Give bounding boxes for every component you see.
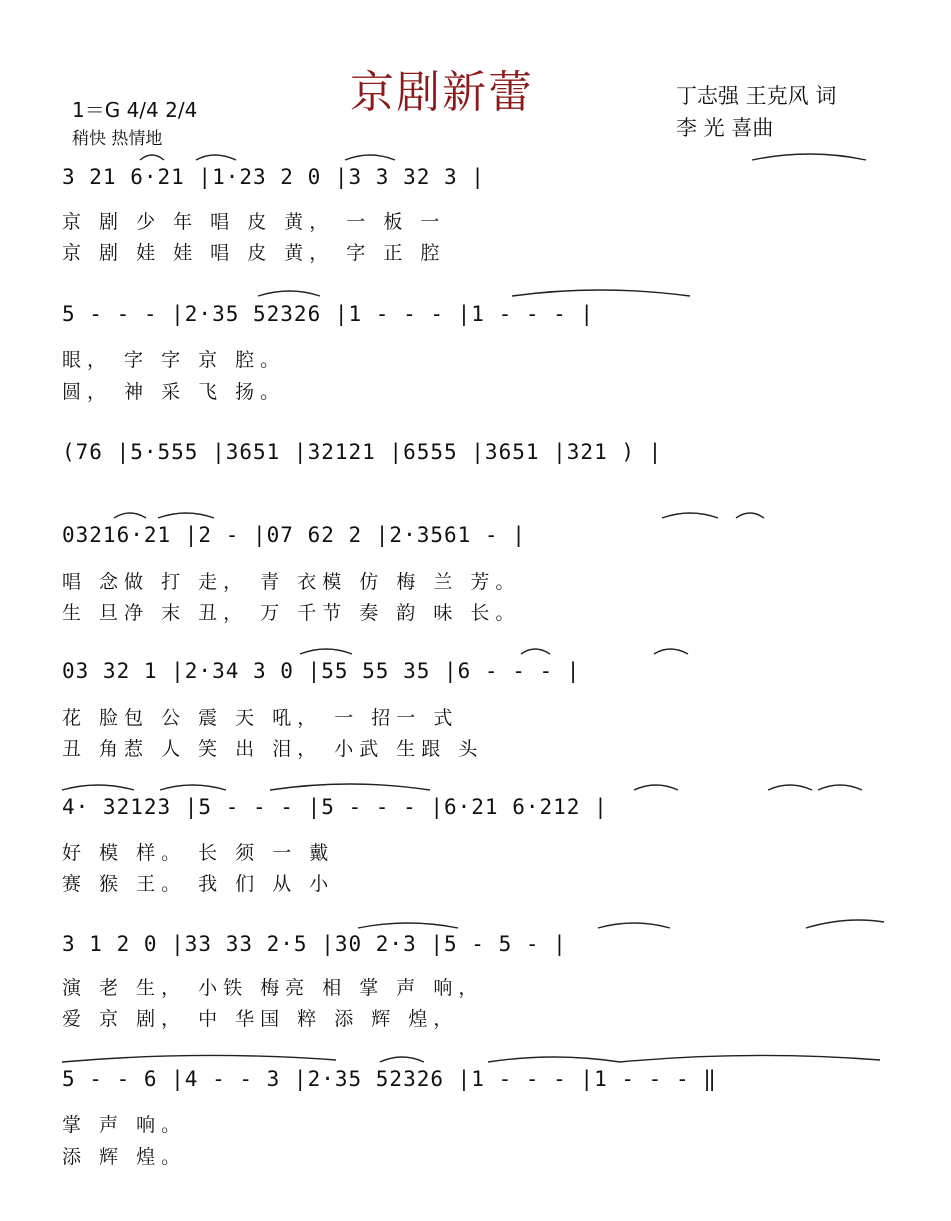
notation-row-2: 5 - - - |2·35 52326 |1 - - - |1 - - - | (62, 302, 595, 326)
lyric-row-6a: 好 模 样。 长 须 一 戴 (62, 842, 335, 864)
slur-arc (634, 785, 678, 790)
slur-arc (380, 1057, 424, 1062)
lyric-row-4b: 生 旦净 末 丑， 万 千节 奏 韵 味 长。 (62, 602, 521, 624)
slur-arc (806, 920, 884, 928)
lyric-row-7a: 演 老 生， 小铁 梅亮 相 掌 声 响， (62, 977, 484, 999)
slur-arc (300, 649, 352, 654)
notation-row-4: 03216·21 |2 - |07 62 2 |2·3561 - | (62, 523, 526, 547)
lyric-row-4a: 唱 念做 打 走， 青 衣模 仿 梅 兰 芳。 (62, 571, 521, 593)
lyric-row-1b: 京 剧 娃 娃 唱 皮 黄， 字 正 腔 (62, 242, 446, 264)
slur-arc (114, 513, 146, 518)
slur-arc (818, 785, 862, 790)
slur-arc (662, 513, 718, 518)
notation-row-6: 4· 32123 |5 - - - |5 - - - |6·21 6·212 | (62, 795, 608, 819)
slur-arc (140, 155, 164, 160)
notation-row-5: 03 32 1 |2·34 3 0 |55 55 35 |6 - - - | (62, 659, 581, 683)
tempo-marking: 稍快 热情地 (72, 129, 163, 149)
lyric-row-2a: 眼， 字 字 京 腔。 (62, 349, 286, 371)
lyric-row-5a: 花 脸包 公 震 天 吼， 一 招一 式 (62, 707, 459, 729)
notation-row-3: (76 |5·555 |3651 |32121 |6555 |3651 |321 ) | (62, 440, 663, 464)
slur-arc (654, 649, 688, 654)
slur-arc (620, 1055, 880, 1062)
composer-credit: 李 光 喜曲 (676, 116, 774, 140)
slur-arc (598, 923, 670, 928)
slur-arc (521, 649, 550, 654)
notation-row-7: 3 1 2 0 |33 33 2·5 |30 2·3 |5 - 5 - | (62, 932, 567, 956)
slur-arc (768, 785, 812, 790)
slur-arc (512, 290, 690, 296)
slur-arc (158, 513, 214, 518)
slur-arc (345, 155, 395, 160)
slur-arc (196, 155, 236, 160)
notation-row-8: 5 - - 6 |4 - - 3 |2·35 52326 |1 - - - |1 - - - ‖ (62, 1067, 717, 1091)
key-signature: 1＝G 4/4 2/4 (72, 98, 198, 122)
lyric-row-1a: 京 剧 少 年 唱 皮 黄， 一 板 一 (62, 211, 446, 233)
lyricist-credit: 丁志强 王克风 词 (676, 84, 837, 108)
song-title: 京剧新蕾 (350, 67, 534, 118)
slur-arc (488, 1057, 620, 1062)
lyric-row-8b: 添 辉 煌。 (62, 1146, 187, 1168)
slur-arc (270, 784, 430, 790)
lyric-row-7b: 爱 京 剧， 中 华国 粹 添 辉 煌， (62, 1008, 459, 1030)
slur-arc (752, 154, 866, 160)
notation-row-1: 3 21 6·21 |1·23 2 0 |3 3 32 3 | (62, 165, 485, 189)
slur-arc (160, 785, 226, 790)
lyric-row-8a: 掌 声 响。 (62, 1114, 187, 1136)
slur-arc (736, 513, 764, 518)
slur-arc (358, 923, 458, 928)
lyric-row-5b: 丑 角惹 人 笑 出 泪， 小武 生跟 头 (62, 738, 484, 760)
lyric-row-6b: 赛 猴 王。 我 们 从 小 (62, 873, 335, 895)
slur-arc (258, 291, 320, 296)
slur-arc (62, 1055, 336, 1062)
lyric-row-2b: 圆， 神 采 飞 扬。 (62, 381, 286, 403)
slur-arc (62, 785, 134, 790)
